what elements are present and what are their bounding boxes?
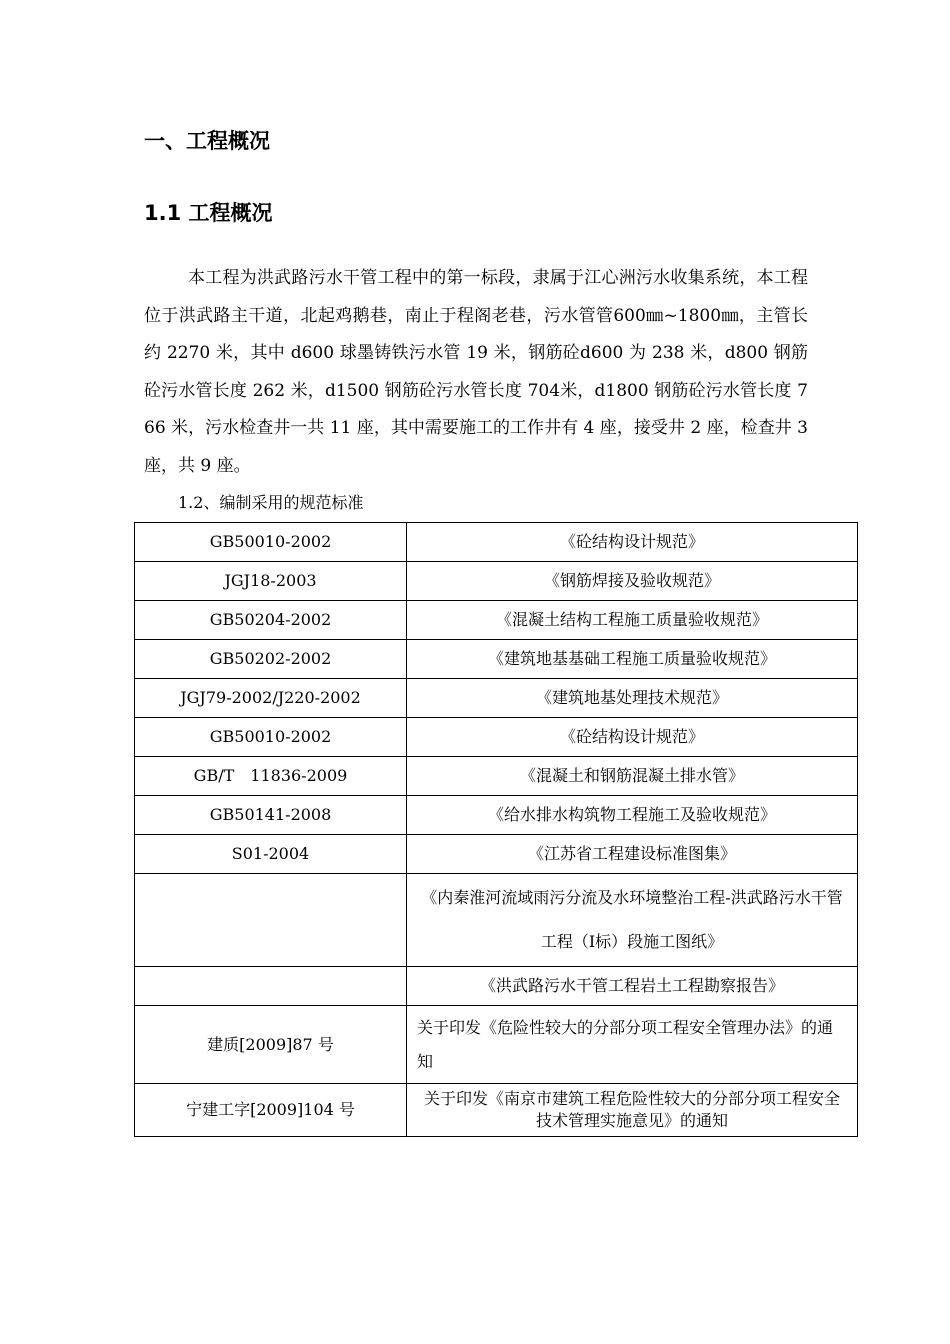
table-row <box>135 640 858 679</box>
table-row <box>135 718 858 757</box>
table-row <box>135 523 858 562</box>
standard-name: 《砼结构设计规范》 <box>407 523 858 562</box>
standard-code: JGJ18-2003 <box>135 562 407 601</box>
table-row <box>135 757 858 796</box>
standard-code <box>135 967 407 1006</box>
table-row <box>135 874 858 967</box>
standard-name: 《混凝土和钢筋混凝土排水管》 <box>407 757 858 796</box>
standard-code: 建质[2009]87 号 <box>135 1006 407 1084</box>
standards-table <box>134 522 858 1137</box>
standard-code: S01-2004 <box>135 835 407 874</box>
section-title: 一、工程概况 <box>144 129 270 153</box>
standard-name: 《内秦淮河流域雨污分流及水环境整治工程-洪武路污水干管工程（I标）段施工图纸》 <box>407 874 858 967</box>
subsection-title: 1.1 工程概况 <box>144 201 273 225</box>
table-row <box>135 1006 858 1084</box>
standard-name: 《洪武路污水干管工程岩土工程勘察报告》 <box>407 967 858 1006</box>
standard-code: GB50204-2002 <box>135 601 407 640</box>
standard-name: 《建筑地基基础工程施工质量验收规范》 <box>407 640 858 679</box>
standard-code: GB50010-2002 <box>135 718 407 757</box>
standard-code: 宁建工字[2009]104 号 <box>135 1084 407 1137</box>
table-row <box>135 1084 858 1137</box>
standard-code: GB50141-2008 <box>135 796 407 835</box>
table-row <box>135 796 858 835</box>
standard-name: 《江苏省工程建设标准图集》 <box>407 835 858 874</box>
standard-code: JGJ79-2002/J220-2002 <box>135 679 407 718</box>
standard-name: 《砼结构设计规范》 <box>407 718 858 757</box>
table-row <box>135 679 858 718</box>
table-row <box>135 835 858 874</box>
standard-name: 《混凝土结构工程施工质量验收规范》 <box>407 601 858 640</box>
standard-code: GB50202-2002 <box>135 640 407 679</box>
standard-name: 《建筑地基处理技术规范》 <box>407 679 858 718</box>
table-row <box>135 601 858 640</box>
standard-name: 关于印发《南京市建筑工程危险性较大的分部分项工程安全技术管理实施意见》的通知 <box>407 1084 858 1137</box>
standard-code: GB/T 11836-2009 <box>135 757 407 796</box>
table-row <box>135 967 858 1006</box>
standard-name: 《钢筋焊接及验收规范》 <box>407 562 858 601</box>
standard-name: 《给水排水构筑物工程施工及验收规范》 <box>407 796 858 835</box>
standard-name: 关于印发《危险性较大的分部分项工程安全管理办法》的通知 <box>407 1006 858 1084</box>
project-overview-paragraph: 本工程为洪武路污水干管工程中的第一标段，隶属于江心洲污水收集系统，本工程位于洪武路主干道，北起鸡鹅巷，南止于程阁老巷，污水管管600㎜~1800㎜，主管长约 2270 米，其中 d600 球墨铸铁污水管 19 米，钢筋砼d600 为 238 米，d800 钢筋砼污水管长度 262 米，d1500 钢筋砼污水管长度 704米，d1800 钢筋砼污水管长度 766 米，污水检查井一共 11 座，其中需要施工的工作井有 4 座，接受井 2 座，检查井 3 座，共 9 座。 <box>144 268 808 476</box>
standards-heading: 1.2、编制采用的规范标准 <box>178 493 364 512</box>
standard-code: GB50010-2002 <box>135 523 407 562</box>
table-row <box>135 562 858 601</box>
standard-code <box>135 874 407 967</box>
